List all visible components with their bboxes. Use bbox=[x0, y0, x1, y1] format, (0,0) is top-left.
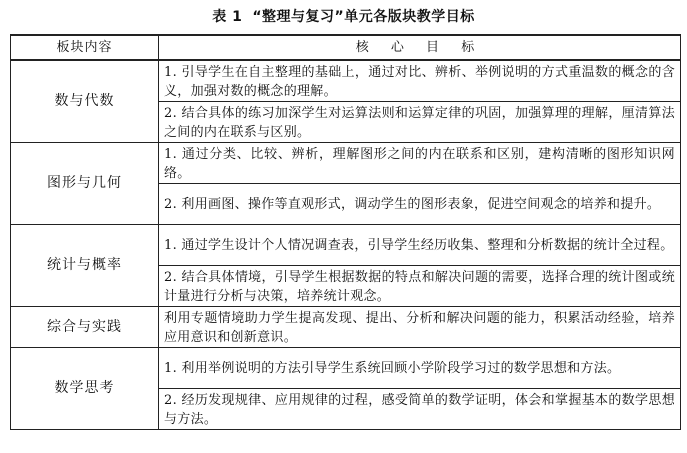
section-name: 图形与几何 bbox=[11, 143, 159, 225]
table-header-row bbox=[11, 35, 681, 60]
goal-cell: 1. 利用举例说明的方法引导学生系统回顾小学阶段学习过的数学思想和方法。 bbox=[159, 348, 681, 389]
section-name: 数与代数 bbox=[11, 60, 159, 143]
table-caption-title: “整理与复习”单元各版块教学目标 bbox=[252, 9, 475, 25]
teaching-goals-table bbox=[10, 34, 681, 430]
table-row bbox=[11, 307, 681, 348]
section-name: 数学思考 bbox=[11, 348, 159, 430]
goal-cell: 2. 经历发现规律、应用规律的过程，感受简单的数学证明，体会和掌握基本的数学思想与方法。 bbox=[159, 389, 681, 430]
goal-cell: 1. 通过学生设计个人情况调查表，引导学生经历收集、整理和分析数据的统计全过程。 bbox=[159, 225, 681, 266]
goal-cell: 1. 通过分类、比较、辨析，理解图形之间的内在联系和区别，建构清晰的图形知识网络。 bbox=[159, 143, 681, 184]
header-section: 板块内容 bbox=[11, 35, 159, 60]
header-core-goals: 核 心 目 标 bbox=[159, 35, 681, 60]
goal-cell: 2. 结合具体的练习加深学生对运算法则和运算定律的巩固，加强算理的理解，厘清算法之间的内在联系与区别。 bbox=[159, 102, 681, 143]
section-name: 统计与概率 bbox=[11, 225, 159, 307]
table-row bbox=[11, 60, 681, 102]
table-caption-label: 表 1 bbox=[212, 9, 243, 25]
table-caption bbox=[0, 6, 687, 26]
table-row bbox=[11, 143, 681, 184]
section-name: 综合与实践 bbox=[11, 307, 159, 348]
table-row bbox=[11, 225, 681, 266]
table-row bbox=[11, 348, 681, 389]
goal-cell: 2. 利用画图、操作等直观形式，调动学生的图形表象，促进空间观念的培养和提升。 bbox=[159, 184, 681, 225]
goal-cell: 1. 引导学生在自主整理的基础上，通过对比、辨析、举例说明的方式重温数的概念的含义，加强对数的概念的理解。 bbox=[159, 60, 681, 102]
goal-cell: 利用专题情境助力学生提高发现、提出、分析和解决问题的能力，积累活动经验，培养应用意识和创新意识。 bbox=[159, 307, 681, 348]
goal-cell: 2. 结合具体情境，引导学生根据数据的特点和解决问题的需要，选择合理的统计图或统计量进行分析与决策，培养统计观念。 bbox=[159, 266, 681, 307]
